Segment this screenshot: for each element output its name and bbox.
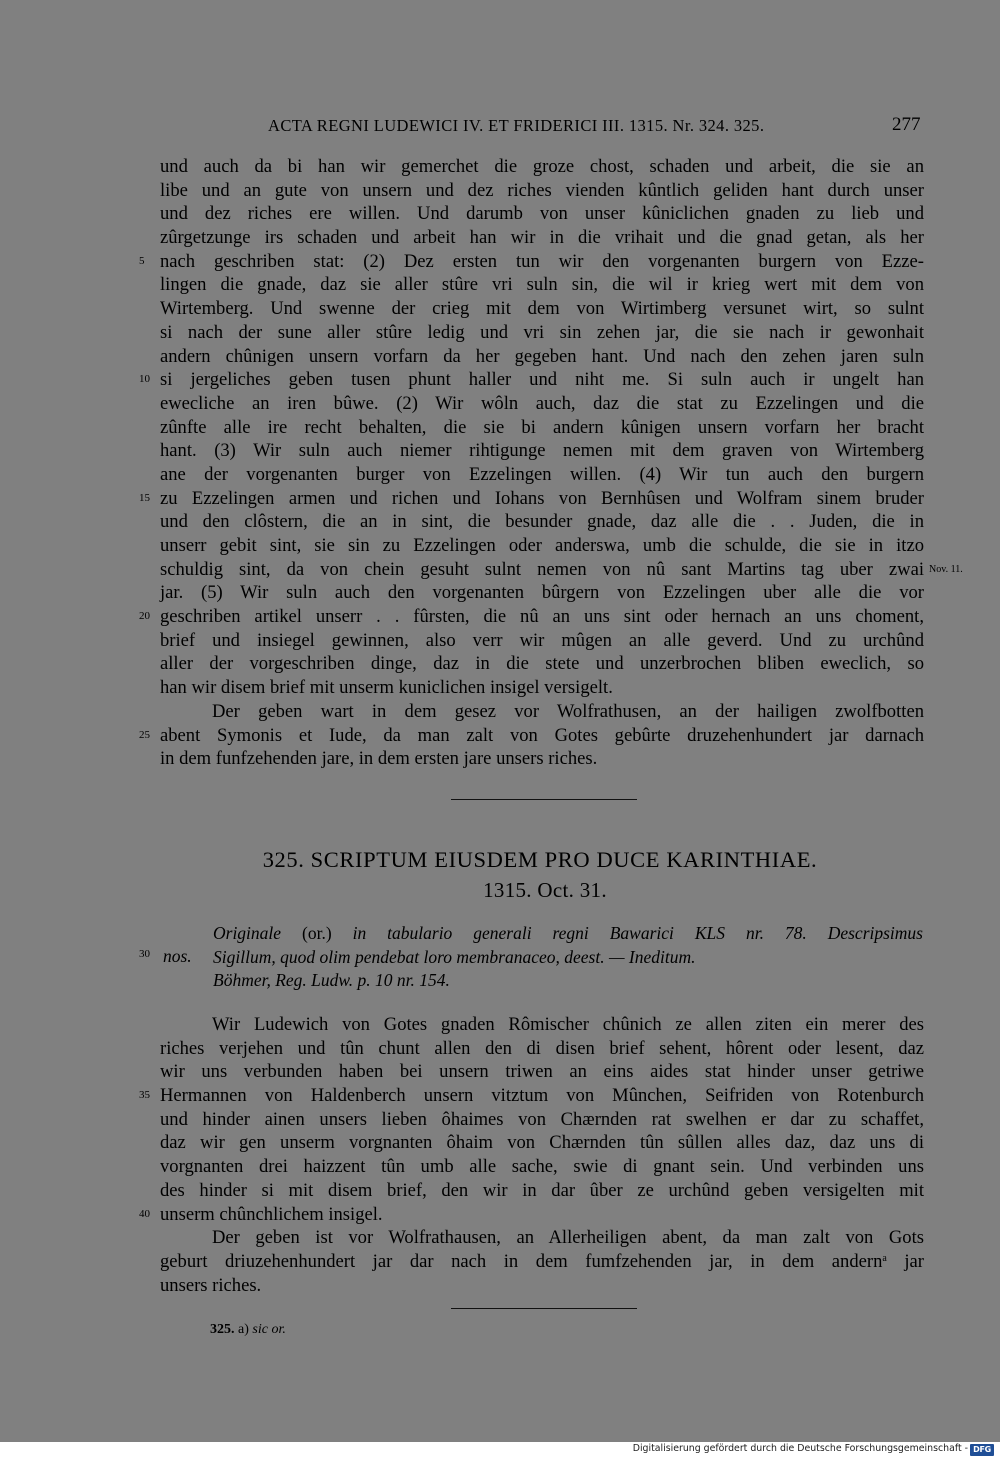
text-line: ane der vorgenanten burger von Ezzelingen willen. (4) Wir tun auch den burgern <box>160 463 924 485</box>
text-line: han wir disem brief mit unserm kuniclichen insigel versigelt. <box>160 677 613 699</box>
text-line: brief und insiegel gewinnen, also verr wir mûgen an alle geverd. Und zu urchûnd <box>160 629 924 651</box>
footnote <box>210 1322 286 1338</box>
text-line: libe und an gute von unsern und dez riches vienden kûntlich geliden hant durch unser <box>160 179 924 201</box>
text-line: vorgnanten drei haizzent tûn umb alle sache, swie di gnant sein. Und verbinden uns <box>160 1156 924 1178</box>
text-line: und dez riches ere willen. Und darumb von unser kûniclichen gnaden zu lieb und <box>160 203 924 225</box>
text-line: schuldig sint, da von chein gesuht sulnt nemen von nû sant Martins tag uber zwai <box>160 558 924 580</box>
text-line: zûnfte alle ire recht behalten, die sie bi andern kûnigen unsern vorfarn her bracht <box>160 416 924 438</box>
dfg-logo-icon[interactable]: DFG <box>970 1444 994 1456</box>
source-line: Böhmer, Reg. Ludw. p. 10 nr. 154. <box>213 970 450 991</box>
text-line: unserm chûnchlichem insigel. <box>160 1203 383 1225</box>
text-line: unserr gebit sint, sie sin zu Ezzelingen oder anderswa, umb die schulde, die sie in itzo <box>160 535 924 556</box>
text-line: und den clôstern, die an in sint, die besunder gnade, daz alle die . . Juden, die in <box>160 511 924 533</box>
source-line: Sigillum, quod olim pendebat loro membranaceo, deest. — Ineditum. <box>213 946 696 967</box>
document-date: 1315. Oct. 31. <box>483 878 607 902</box>
text-line: lingen die gnade, daz sie aller stûre vri suln sin, die wil ir krieg wert mit dem von <box>160 274 924 296</box>
text-line: zu Ezzelingen armen und richen und Iohans von Bernhûsen und Wolfram sinem bruder <box>160 487 924 509</box>
source-note <box>213 922 923 993</box>
footnote-divider <box>451 1308 637 1309</box>
text-line: und auch da bi han wir gemerchet die groze chost, schaden und arbeit, die sie an <box>160 156 924 177</box>
line-number: 25 <box>139 728 150 741</box>
text-line: Der geben ist vor Wolfrathausen, an Allerheiligen abent, da man zalt von Gots <box>212 1227 924 1249</box>
text-line: geburt driuzehenhundert jar dar nach in dem fumfzehenden jar, in dem andern$^a$ jar <box>160 1250 924 1272</box>
line-number: 30 <box>139 947 150 960</box>
text-line: si jergeliches geben tusen phunt haller und niht me. Si suln auch ir ungelt han <box>160 369 924 391</box>
footnote-text: sic or. <box>252 1322 286 1337</box>
text-line: unsers riches. <box>160 1274 262 1296</box>
doc-325-text <box>160 1013 924 1297</box>
footnote-marker: a) <box>238 1322 249 1337</box>
text-line: si nach der sune aller stûre ledig und vri sin zehen jar, die sie nach ir gewonhait <box>160 321 924 343</box>
source-line: Originale (or.) in tabulario generali regni Bawarici KLS nr. 78. Descripsimus <box>213 923 923 943</box>
running-head: ACTA REGNI LUDEWICI IV. ET FRIDERICI III. 1315. Nr. 324. 325. <box>268 116 765 135</box>
text-line: aller der vorgeschriben dinge, daz in die stete und unzerbrochen bliben eweclich, so <box>160 653 924 675</box>
text-line: und hinder ainen unsers lieben ôhaimes von Chærnden rat swelhen er dar zu schaffet, <box>160 1108 924 1130</box>
funding-caption: Digitalisierung gefördert durch die Deutsche Forschungsgemeinschaft - <box>632 1443 968 1454</box>
line-number: 40 <box>139 1207 150 1220</box>
margin-date: Nov. 11. <box>929 564 963 575</box>
text-line: Wir Ludewich von Gotes gnaden Rômischer chûnich ze allen ziten ein merer des <box>212 1014 924 1035</box>
text-line: daz wir gen unserm vorgnanten ôhaim von Chærnden tûn sûllen alles daz, daz uns di <box>160 1132 924 1154</box>
text-line: jar. (5) Wir suln auch den vorgenanten bûrgern von Ezzelingen uber alle die vor <box>160 582 924 604</box>
text-line: andern chûnigen unsern vorfarn da her gegeben hant. Und nach den zehen jaren suln <box>160 345 924 367</box>
text-line: Der geben wart in dem gesez vor Wolfrathusen, an der hailigen zwolfbotten <box>212 700 924 722</box>
text-line: nach geschriben stat: (2) Dez ersten tun wir den vorgenanten burgern von Ezze- <box>160 250 924 272</box>
doc-324-text <box>160 155 924 771</box>
text-line: zûrgetzunge irs schaden und arbeit han wir in die vrihait und die gnad getan, als her <box>160 227 924 249</box>
line-number: 20 <box>139 610 150 623</box>
text-line: in dem funfzehenden jare, in dem ersten jare unsers riches. <box>160 748 598 770</box>
page-number: 277 <box>892 114 921 135</box>
text-line: hant. (3) Wir suln auch niemer rihtigunge nemen mit dem graven von Wirtemberg <box>160 440 924 462</box>
text-line: wir uns verbunden haben bei unsern triwen an eins aides stat hinder unser getriwe <box>160 1061 924 1083</box>
line-number: 10 <box>139 373 150 386</box>
text-line: geschriben artikel unserr . . fûrsten, die nû an uns sint oder hernach an uns choment, <box>160 606 924 628</box>
line-number: 35 <box>139 1089 150 1101</box>
text-line: Hermannen von Haldenberch unsern vitztum von Mûnchen, Seifriden von Rotenburch <box>160 1085 924 1107</box>
section-divider <box>451 799 637 800</box>
text-line: riches verjehen und tûn chunt allen den di disen brief sehent, hôrent oder lesent, daz <box>160 1037 924 1059</box>
text-line: des hinder si mit disem brief, den wir in dar ûber ze urchûnd geben versigelten mit <box>160 1179 924 1201</box>
line-number: 5 <box>139 254 145 267</box>
text-line: Wirtemberg. Und swenne der crieg mit dem von Wirtimberg versunet wirt, so sulnt <box>160 298 924 320</box>
source-prefix: nos. <box>163 946 192 966</box>
text-line: abent Symonis et Iude, da man zalt von Gotes gebûrte druzehenhundert jar darnach <box>160 724 924 746</box>
line-number: 15 <box>139 491 150 504</box>
text-line: ewecliche an iren bûwe. (2) Wir wôln auch, daz die stat zu Ezzelingen und die <box>160 392 924 414</box>
footnote-number: 325. <box>210 1322 235 1337</box>
footnote-marker: a <box>882 1252 887 1264</box>
document-title: 325. SCRIPTUM EIUSDEM PRO DUCE KARINTHIAE. <box>262 847 818 872</box>
